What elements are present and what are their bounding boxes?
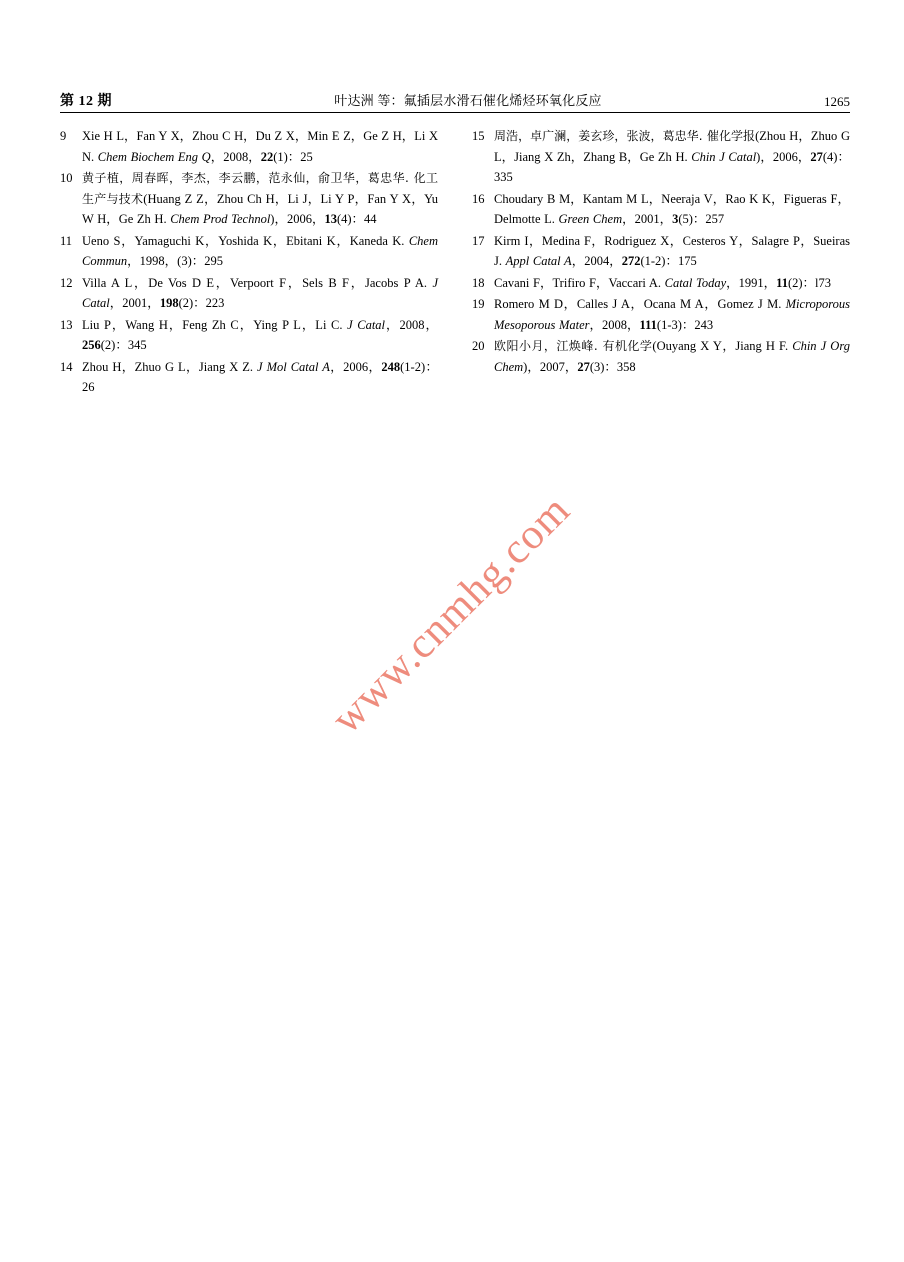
references-column-left [60,126,438,399]
article-running-title: 叶达洲 等：氟插层水滑石催化烯烃环氧化反应 [334,93,602,108]
reference-text: Liu P，Wang H，Feng Zh C，Ying P L，Li C. J Catal，2008，256(2)：345 [82,317,438,352]
reference-item [472,126,850,188]
reference-text: Villa A L，De Vos D E，Verpoort F，Sels B F，Jacobs P A. J Catal，2001，198(2)：223 [82,275,438,310]
reference-item [472,273,850,294]
reference-number: 12 [60,275,73,290]
reference-text: Cavani F，Trifiro F，Vaccari A. Catal Today，1991，11(2)：l73 [494,275,832,290]
reference-number: 11 [60,233,73,248]
watermark-text: www.cnmhg.com [322,486,580,743]
issue-label: 第 12 期 [60,94,112,109]
reference-text: Romero M D，Calles J A，Ocana M A，Gomez J M. Microporous Mesoporous Mater，2008，111(1-3)：243 [494,297,850,332]
running-head [60,88,850,110]
references-column-right [472,126,850,399]
reference-number: 18 [472,275,485,290]
watermark [286,470,616,800]
reference-number: 17 [472,233,485,248]
reference-text: Ueno S，Yamaguchi K，Yoshida K，Ebitani K，Kaneda K. Chem Commun，1998，(3)：295 [82,233,438,268]
reference-item [472,189,850,230]
reference-number: 14 [60,359,73,374]
reference-number: 16 [472,191,485,206]
reference-text: 欧阳小月，江焕峰. 有机化学(Ouyang X Y，Jiang H F. Chin J Org Chem)，2007，27(3)：358 [494,339,850,374]
reference-text: Xie H L，Fan Y X，Zhou C H，Du Z X，Min E Z，Ge Z H，Li X N. Chem Biochem Eng Q，2008，22(1)：25 [82,129,438,164]
reference-text: Zhou H，Zhuo G L，Jiang X Z. J Mol Catal A，2006，248(1-2)：26 [82,359,438,394]
reference-number: 10 [60,171,73,185]
reference-item [472,294,850,335]
reference-text: Choudary B M，Kantam M L，Neeraja V，Rao K K，Figueras F，Delmotte L. Green Chem，2001，3(5)：257 [494,191,850,226]
header-divider [60,112,850,113]
reference-item [472,336,850,377]
reference-number: 9 [60,129,67,143]
reference-number: 15 [472,129,485,143]
references-section [60,126,850,399]
reference-item [472,231,850,272]
reference-number: 19 [472,297,485,311]
reference-item [60,168,438,230]
reference-item [60,273,438,314]
reference-number: 13 [60,317,73,332]
reference-item [60,357,438,398]
reference-text: Kirm I，Medina F，Rodriguez X，Cesteros Y，Salagre P，Sueiras J. Appl Catal A，2004，272(1-2)：175 [494,233,850,268]
reference-text: 黄子植，周春晖，李杰，李云鹏，范永仙，俞卫华，葛忠华. 化工生产与技术(Huang Z Z，Zhou Ch H，Li J，Li Y P，Fan Y X，Yu W H，Ge Zh H. Chem Prod Technol)，2006，13(4)：44 [82,171,438,226]
page-number: 1265 [823,94,850,109]
reference-item [60,231,438,272]
reference-text: 周浩，卓广澜，姜玄珍，张波，葛忠华. 催化学报(Zhou H，Zhuo G L，Jiang X Zh，Zhang B，Ge Zh H. Chin J Catal)，2006，27(4)：335 [494,129,850,184]
reference-item [60,315,438,356]
reference-number: 20 [472,339,485,353]
reference-item [60,126,438,167]
